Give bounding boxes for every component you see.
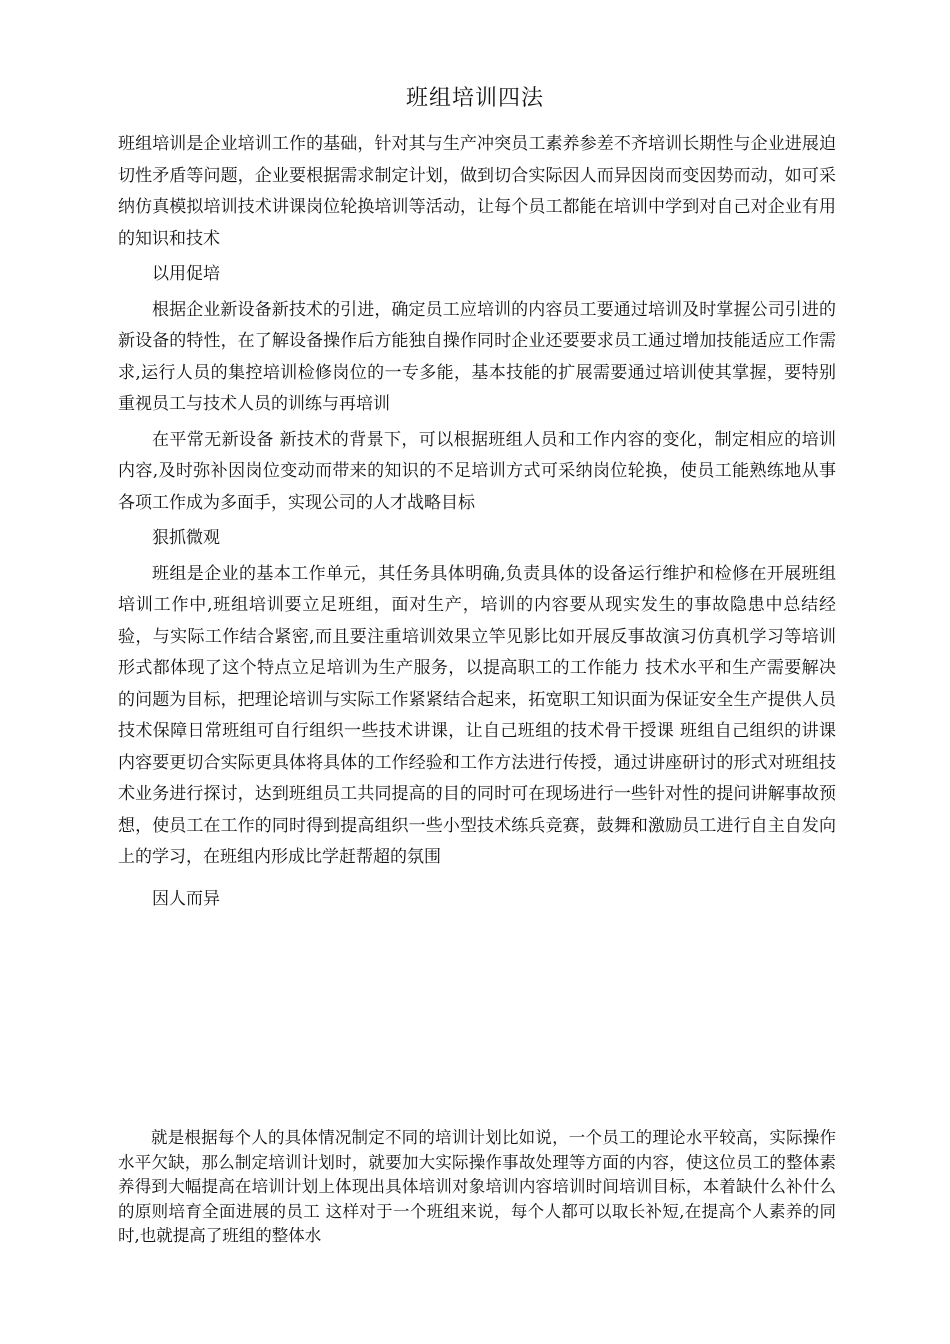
section-heading-2: 狠抓微观 [152, 528, 220, 548]
document-title: 班组培训四法 [405, 86, 544, 111]
section-3-body [118, 1126, 836, 1249]
section-3-paragraph-1: 就是根据每个人的具体情况制定不同的培训计划比如说，一个员工的理论水平较高，实际操作水平欠缺，那么制定培训计划时，就要加大实际操作事故处理等方面的内容，使这位员工的整体素养得到大幅提高在培训计划上体现出具体培训对象培训内容培训时间培训目标，本着缺什么补什么的原则培育全面进展的员工 这样对于一个班组来说，每个人都可以取长补短,在提高个人素养的同时,也就提高了班组的整体水 [118, 1128, 836, 1245]
section-2-paragraph-1: 班组是企业的基本工作单元，其任务具体明确,负责具体的设备运行维护和检修在开展班组培训工作中,班组培训要立足班组，面对生产，培训的内容要从现实发生的事故隐患中总结经验，与实际工作结合紧密,而且要注重培训效果立竿见影比如开展反事故演习仿真机学习等培训形式都体现了这个特点立足培训为生产服务，以提高职工的工作能力 技术水平和生产需要解决的问题为目标，把理论培训与实际工作紧紧结合起来，拓宽职工知识面为保证安全生产提供人员技术保障日常班组可自行组织一些技术讲课，让自己班组的技术骨干授课 班组自己组织的讲课内容要更切合实际更具体将具体的工作经验和工作方法进行传授，通过讲座研讨的形式对班组技术业务进行探讨，达到班组员工共同提高的目的同时可在现场进行一些针对性的提问讲解事故预想，使员工在工作的同时得到提高组织一些小型技术练兵竞赛，鼓舞和激励员工进行自主自发向上的学习，在班组内形成比学赶帮超的氛围 [118, 563, 836, 867]
section-heading-1: 以用促培 [152, 264, 220, 284]
section-1-paragraph-2: 在平常无新设备 新技术的背景下，可以根据班组人员和工作内容的变化，制定相应的培训内容,及时弥补因岗位变动而带来的知识的不足培训方式可采纳岗位轮换，使员工能熟练地从事各项工作成为多面手，实现公司的人才战略目标 [118, 429, 836, 513]
section-heading-3: 因人而异 [152, 888, 220, 909]
intro-paragraph: 班组培训是企业培训工作的基础，针对其与生产冲突员工素养参差不齐培训长期性与企业进展迫切性矛盾等问题，企业要根据需求制定计划，做到切合实际因人而异因岗而变因势而动，如可采纳仿真模拟培训技术讲课岗位轮换培训等活动，让每个员工都能在培训中学到对自己对企业有用的知识和技术 [118, 134, 836, 249]
document-body [118, 129, 836, 915]
section-1-paragraph-1: 根据企业新设备新技术的引进，确定员工应培训的内容员工要通过培训及时掌握公司引进的新设备的特性，在了解设备操作后方能独自操作同时企业还要要求员工通过增加技能适应工作需求,运行人员的集控培训检修岗位的一专多能，基本技能的扩展需要通过培训使其掌握，要特别重视员工与技术人员的训练与再培训 [118, 299, 836, 414]
